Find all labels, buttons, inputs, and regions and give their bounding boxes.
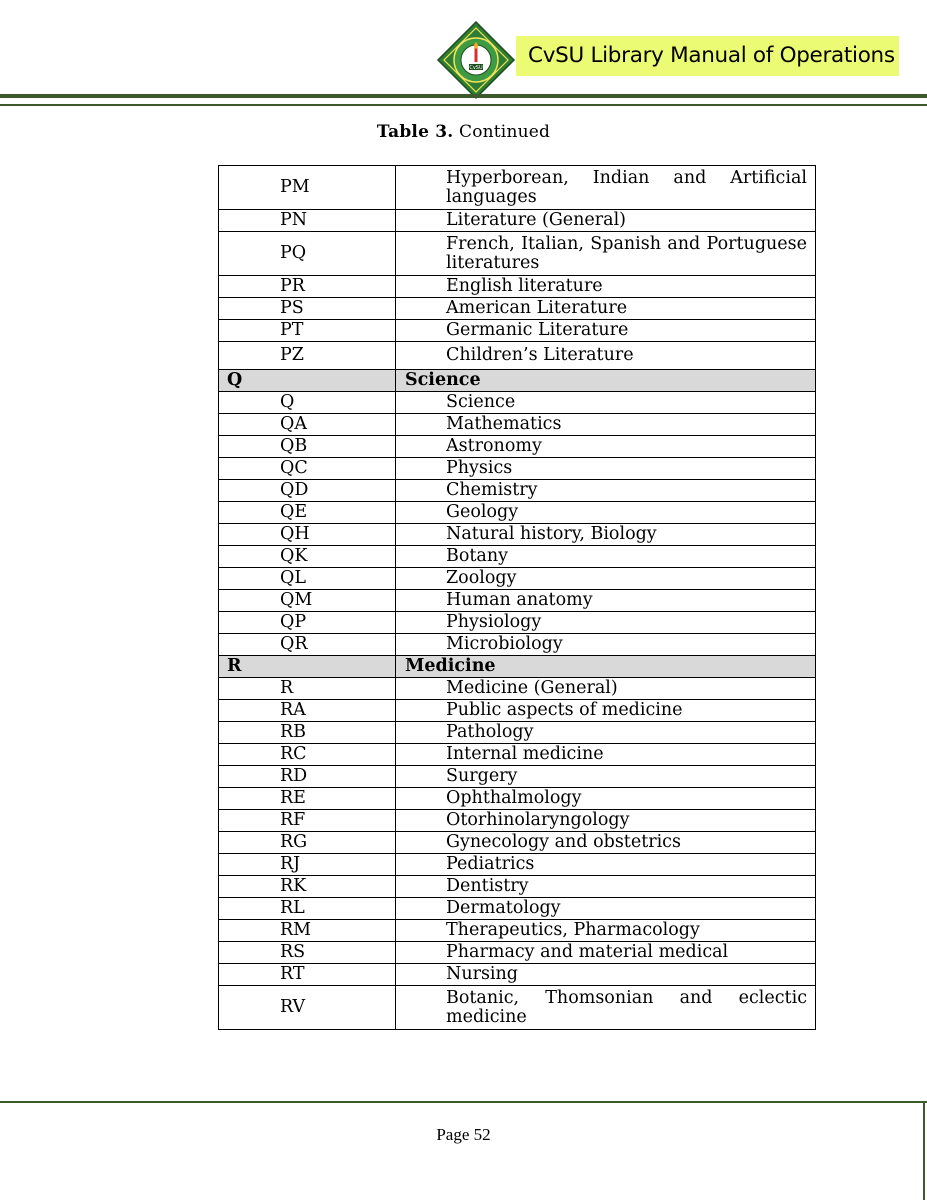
class-code: QP [219,612,396,634]
class-code: QL [219,568,396,590]
class-subject: Pathology [396,722,816,744]
class-code: QM [219,590,396,612]
table-row [219,920,816,942]
class-code: Q [219,370,396,392]
class-subject: Botanic, Thomsonian and eclectic medicine [396,986,816,1030]
table-row [219,854,816,876]
class-subject: Public aspects of medicine [396,700,816,722]
class-code: QA [219,414,396,436]
table-row [219,458,816,480]
class-subject: Science [396,392,816,414]
class-code: RF [219,810,396,832]
class-subject: Germanic Literature [396,320,816,342]
class-code: PN [219,210,396,232]
class-code: RS [219,942,396,964]
class-code: RD [219,766,396,788]
class-subject: Human anatomy [396,590,816,612]
table-row [219,232,816,276]
section-row [219,370,816,392]
class-subject: Therapeutics, Pharmacology [396,920,816,942]
class-code: QC [219,458,396,480]
table-row [219,766,816,788]
class-subject: Children’s Literature [396,342,816,370]
table-row [219,612,816,634]
class-subject: Natural history, Biology [396,524,816,546]
table-row [219,276,816,298]
class-code: RJ [219,854,396,876]
table-row [219,436,816,458]
table-row [219,810,816,832]
table-row [219,568,816,590]
class-subject: Zoology [396,568,816,590]
header-rule-thick [0,94,927,98]
logo-text: CvSU [469,65,483,71]
class-subject: Dermatology [396,898,816,920]
class-subject: Gynecology and obstetrics [396,832,816,854]
table-row [219,700,816,722]
class-code: Q [219,392,396,414]
cvsu-seal-logo [436,20,516,100]
class-code: QB [219,436,396,458]
class-subject: Physiology [396,612,816,634]
class-code: PM [219,166,396,210]
class-code: RG [219,832,396,854]
caption-text: Continued [458,122,551,142]
class-code: QD [219,480,396,502]
table-row [219,502,816,524]
table-row [219,414,816,436]
caption-label: Table 3. [376,122,454,142]
class-code: PS [219,298,396,320]
class-code: QK [219,546,396,568]
class-subject: Ophthalmology [396,788,816,810]
table-row [219,210,816,232]
classification-table [218,165,816,1030]
page-number: Page 52 [436,1125,491,1144]
class-code: R [219,678,396,700]
class-subject: Physics [396,458,816,480]
table-row [219,876,816,898]
table-row [219,788,816,810]
class-subject: Surgery [396,766,816,788]
class-code: RV [219,986,396,1030]
class-code: PT [219,320,396,342]
table-row [219,634,816,656]
class-code: PR [219,276,396,298]
table-row [219,342,816,370]
class-subject: Nursing [396,964,816,986]
class-subject: Otorhinolaryngology [396,810,816,832]
table-row [219,722,816,744]
class-subject: Chemistry [396,480,816,502]
table-row [219,832,816,854]
header-rule-thin [0,104,927,106]
class-code: RA [219,700,396,722]
class-code: QH [219,524,396,546]
table-row [219,546,816,568]
table-caption [0,122,927,142]
table-row [219,744,816,766]
table-row [219,678,816,700]
class-subject: Medicine (General) [396,678,816,700]
footer-rule [0,1101,927,1103]
class-subject: Science [396,370,816,392]
table-row [219,320,816,342]
class-subject: Microbiology [396,634,816,656]
class-code: RL [219,898,396,920]
table-row [219,480,816,502]
class-subject: Internal medicine [396,744,816,766]
class-subject: Medicine [396,656,816,678]
class-code: PQ [219,232,396,276]
class-subject: Mathematics [396,414,816,436]
section-row [219,656,816,678]
table-row [219,166,816,210]
class-subject: Pharmacy and material medical [396,942,816,964]
class-code: R [219,656,396,678]
class-subject: Geology [396,502,816,524]
class-subject: English literature [396,276,816,298]
table-row [219,986,816,1030]
table-row [219,964,816,986]
table-row [219,590,816,612]
class-subject: American Literature [396,298,816,320]
class-subject: Pediatrics [396,854,816,876]
table-row [219,392,816,414]
table-row [219,942,816,964]
class-subject: Hyperborean, Indian and Artificial languages [396,166,816,210]
class-code: RE [219,788,396,810]
class-subject: Dentistry [396,876,816,898]
class-code: RK [219,876,396,898]
class-code: RC [219,744,396,766]
class-subject: Astronomy [396,436,816,458]
class-code: PZ [219,342,396,370]
class-code: QE [219,502,396,524]
class-subject: French, Italian, Spanish and Portuguese literatures [396,232,816,276]
header-title: CvSU Library Manual of Operations [516,36,899,76]
footer-vertical-rule [923,1101,925,1200]
class-code: QR [219,634,396,656]
class-subject: Botany [396,546,816,568]
table-row [219,898,816,920]
table-row [219,298,816,320]
class-subject: Literature (General) [396,210,816,232]
table-row [219,524,816,546]
class-code: RM [219,920,396,942]
class-code: RB [219,722,396,744]
class-code: RT [219,964,396,986]
